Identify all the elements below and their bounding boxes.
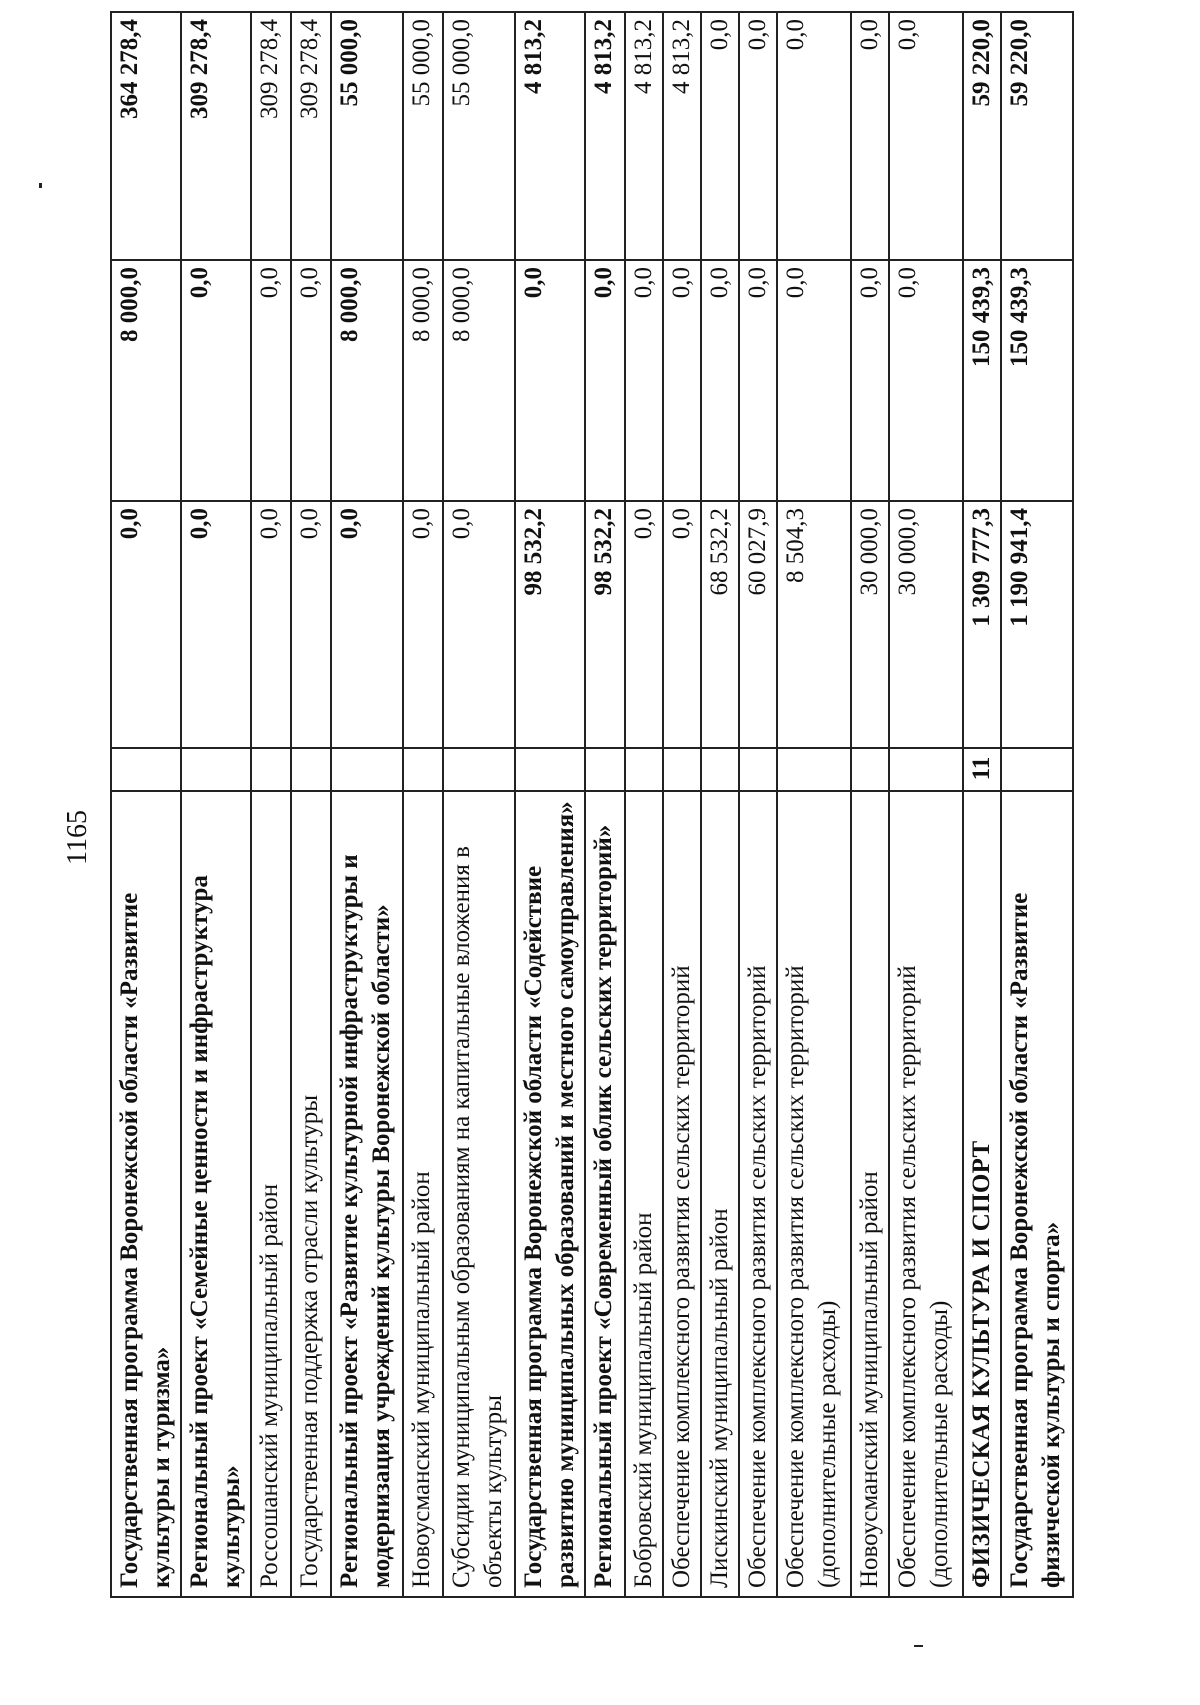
- row-value-cell: 0,0: [663, 501, 701, 748]
- row-code-cell: [181, 748, 251, 791]
- row-name-cell: Региональный проект «Современный облик сельских территорий»: [585, 791, 625, 1597]
- row-value-cell: 0,0: [181, 260, 251, 501]
- table-row: [181, 12, 251, 1597]
- budget-table: [110, 11, 1074, 1598]
- row-value-cell: 8 000,0: [111, 260, 181, 501]
- row-value-cell: 68 532,2: [701, 501, 739, 748]
- row-code-cell: 11: [963, 748, 1001, 791]
- table-row: [963, 12, 1001, 1597]
- row-name-cell: Лискинский муниципальный район: [701, 791, 739, 1597]
- row-code-cell: [701, 748, 739, 791]
- row-code-cell: [443, 748, 515, 791]
- table-row: [777, 12, 851, 1597]
- row-value-cell: 59 220,0: [963, 12, 1001, 260]
- table-row: [111, 12, 181, 1597]
- page-number: 1165: [62, 810, 93, 865]
- row-name-cell: Региональный проект «Развитие культурной инфраструктуры и модернизация учреждений культуры Воронежской области»: [331, 791, 403, 1597]
- row-value-cell: 0,0: [851, 260, 889, 501]
- row-code-cell: [777, 748, 851, 791]
- row-code-cell: [515, 748, 585, 791]
- row-value-cell: 0,0: [777, 260, 851, 501]
- row-value-cell: 0,0: [851, 12, 889, 260]
- table-row: [701, 12, 739, 1597]
- table-row: [251, 12, 291, 1597]
- table-row: [739, 12, 777, 1597]
- table-row: [851, 12, 889, 1597]
- row-code-cell: [111, 748, 181, 791]
- row-value-cell: 0,0: [889, 260, 963, 501]
- row-code-cell: [331, 748, 403, 791]
- row-value-cell: 0,0: [291, 501, 331, 748]
- row-value-cell: 59 220,0: [1001, 12, 1073, 260]
- row-code-cell: [889, 748, 963, 791]
- row-code-cell: [585, 748, 625, 791]
- row-name-cell: ФИЗИЧЕСКАЯ КУЛЬТУРА И СПОРТ: [963, 791, 1001, 1597]
- row-value-cell: 0,0: [889, 12, 963, 260]
- table-row: [625, 12, 663, 1597]
- row-value-cell: 0,0: [443, 501, 515, 748]
- row-value-cell: 0,0: [625, 260, 663, 501]
- row-name-cell: Обеспечение комплексного развития сельских территорий: [663, 791, 701, 1597]
- row-value-cell: 30 000,0: [851, 501, 889, 748]
- row-value-cell: 0,0: [739, 260, 777, 501]
- row-value-cell: 1 309 777,3: [963, 501, 1001, 748]
- row-value-cell: 8 000,0: [331, 260, 403, 501]
- row-value-cell: 98 532,2: [585, 501, 625, 748]
- row-value-cell: 150 439,3: [963, 260, 1001, 501]
- row-value-cell: 8 000,0: [443, 260, 515, 501]
- row-value-cell: 0,0: [739, 12, 777, 260]
- row-name-cell: Россошанский муниципальный район: [251, 791, 291, 1597]
- table-row: [585, 12, 625, 1597]
- row-value-cell: 0,0: [777, 12, 851, 260]
- row-value-cell: 8 000,0: [403, 260, 443, 501]
- row-code-cell: [291, 748, 331, 791]
- row-code-cell: [663, 748, 701, 791]
- table-row: [663, 12, 701, 1597]
- row-value-cell: 364 278,4: [111, 12, 181, 260]
- row-value-cell: 0,0: [701, 260, 739, 501]
- row-value-cell: 0,0: [251, 501, 291, 748]
- row-code-cell: [851, 748, 889, 791]
- row-name-cell: Государственная программа Воронежской области «Развитие культуры и туризма»: [111, 791, 181, 1597]
- row-value-cell: 0,0: [515, 260, 585, 501]
- row-value-cell: 0,0: [663, 260, 701, 501]
- row-name-cell: Новоусманский муниципальный район: [851, 791, 889, 1597]
- row-value-cell: 4 813,2: [515, 12, 585, 260]
- row-name-cell: Обеспечение комплексного развития сельских территорий (дополнительные расходы): [777, 791, 851, 1597]
- row-name-cell: Государственная программа Воронежской области «Развитие физической культуры и спорта»: [1001, 791, 1073, 1597]
- row-name-cell: Субсидии муниципальным образованиям на капитальные вложения в объекты культуры: [443, 791, 515, 1597]
- row-value-cell: 0,0: [403, 501, 443, 748]
- table-row: [291, 12, 331, 1597]
- row-value-cell: 8 504,3: [777, 501, 851, 748]
- row-code-cell: [251, 748, 291, 791]
- row-value-cell: 0,0: [331, 501, 403, 748]
- row-value-cell: 309 278,4: [181, 12, 251, 260]
- table-row: [443, 12, 515, 1597]
- row-name-cell: Обеспечение комплексного развития сельских территорий (дополнительные расходы): [889, 791, 963, 1597]
- table-row: [1001, 12, 1073, 1597]
- table-row: [403, 12, 443, 1597]
- row-name-cell: Региональный проект «Семейные ценности и инфраструктура культуры»: [181, 791, 251, 1597]
- row-value-cell: 150 439,3: [1001, 260, 1073, 501]
- row-value-cell: 1 190 941,4: [1001, 501, 1073, 748]
- row-value-cell: 55 000,0: [443, 12, 515, 260]
- row-code-cell: [625, 748, 663, 791]
- row-value-cell: 0,0: [585, 260, 625, 501]
- row-value-cell: 4 813,2: [625, 12, 663, 260]
- table-row: [889, 12, 963, 1597]
- row-value-cell: 0,0: [251, 260, 291, 501]
- row-value-cell: 55 000,0: [331, 12, 403, 260]
- row-value-cell: 0,0: [701, 12, 739, 260]
- row-code-cell: [403, 748, 443, 791]
- row-name-cell: Новоусманский муниципальный район: [403, 791, 443, 1597]
- row-value-cell: 60 027,9: [739, 501, 777, 748]
- row-code-cell: [739, 748, 777, 791]
- row-value-cell: 30 000,0: [889, 501, 963, 748]
- row-value-cell: 4 813,2: [663, 12, 701, 260]
- row-value-cell: 0,0: [291, 260, 331, 501]
- row-value-cell: 0,0: [181, 501, 251, 748]
- row-value-cell: 0,0: [111, 501, 181, 748]
- row-value-cell: 55 000,0: [403, 12, 443, 260]
- row-value-cell: 4 813,2: [585, 12, 625, 260]
- row-value-cell: 309 278,4: [291, 12, 331, 260]
- table-row: [515, 12, 585, 1597]
- row-name-cell: Государственная программа Воронежской области «Содействие развитию муниципальных образований и местного самоуправления»: [515, 791, 585, 1597]
- row-name-cell: Бобровский муниципальный район: [625, 791, 663, 1597]
- row-value-cell: 309 278,4: [251, 12, 291, 260]
- row-value-cell: 0,0: [625, 501, 663, 748]
- row-name-cell: Обеспечение комплексного развития сельских территорий: [739, 791, 777, 1597]
- row-code-cell: [1001, 748, 1073, 791]
- row-name-cell: Государственная поддержка отрасли культуры: [291, 791, 331, 1597]
- table-row: [331, 12, 403, 1597]
- row-value-cell: 98 532,2: [515, 501, 585, 748]
